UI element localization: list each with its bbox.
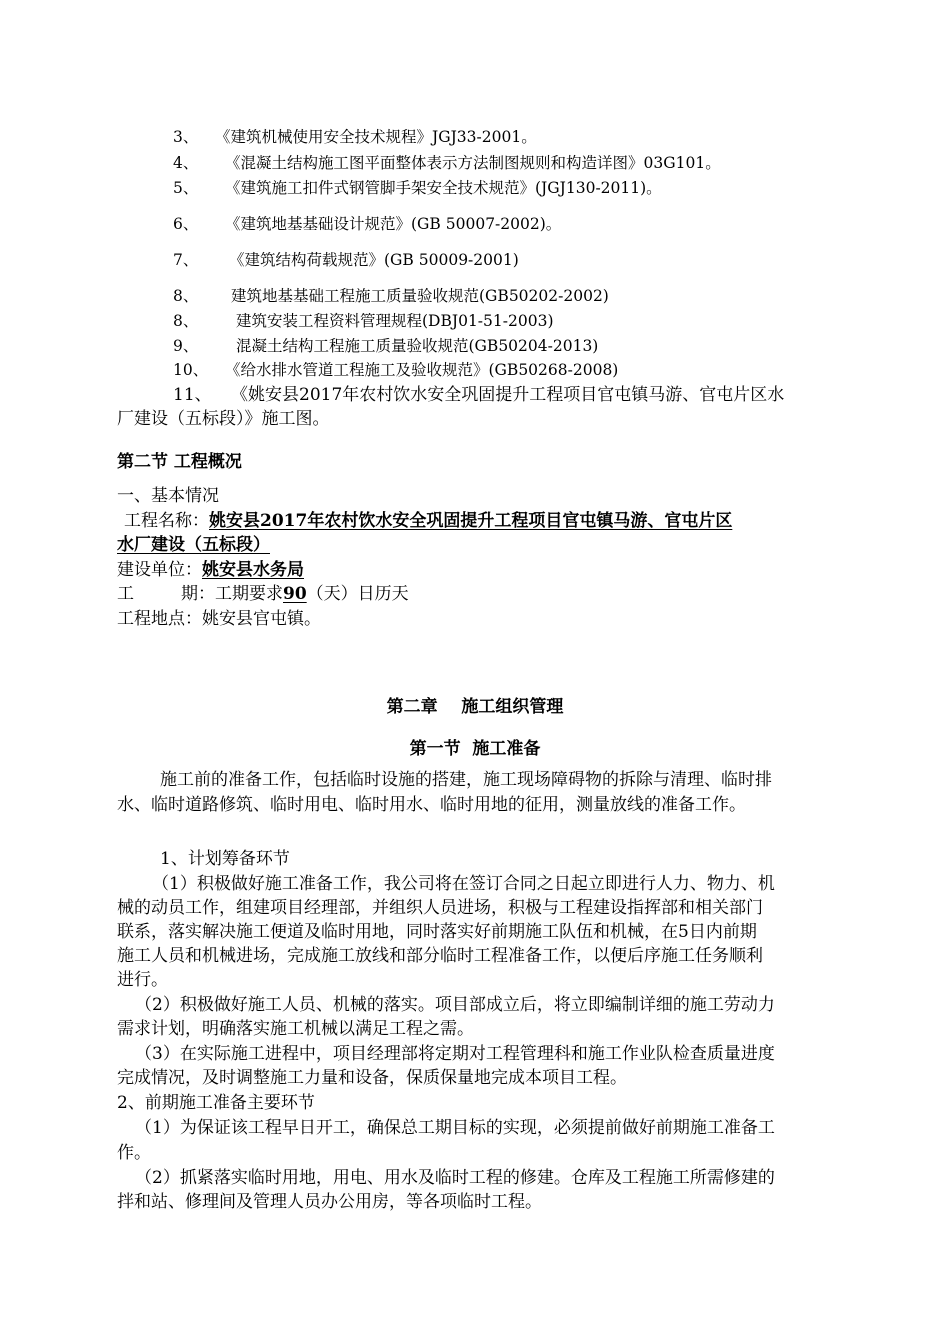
period-prefix: 工期要求 bbox=[215, 584, 283, 604]
intro-paragraph-line: 施工前的准备工作，包括临时设施的搭建，施工现场障碍物的拆除与清理、临时排 bbox=[160, 770, 772, 790]
reference-number: 3、 bbox=[173, 128, 199, 146]
reference-item bbox=[173, 311, 554, 331]
reference-text: 《建筑地基基础设计规范》(GB 50007-2002)。 bbox=[225, 215, 562, 233]
reference-text-continued: 厂建设（五标段）》施工图。 bbox=[117, 409, 330, 429]
paragraph-line: 联系，落实解决施工便道及临时用地，同时落实好前期施工队伍和机械，在5日内前期 bbox=[117, 922, 757, 942]
reference-number: 6、 bbox=[173, 215, 199, 233]
owner-row bbox=[117, 558, 304, 582]
paragraph-line: 进行。 bbox=[117, 970, 168, 990]
paragraph-line: 需求计划，明确落实施工机械以满足工程之需。 bbox=[117, 1019, 474, 1039]
project-name-row bbox=[124, 509, 732, 533]
reference-number: 10、 bbox=[173, 361, 209, 379]
reference-item bbox=[173, 286, 609, 306]
reference-text: 《建筑结构荷载规范》(GB 50009-2001) bbox=[229, 251, 519, 269]
paragraph-line: （2）积极做好施工人员、机械的落实。项目部成立后，将立即编制详细的施工劳动力 bbox=[135, 995, 775, 1015]
reference-item bbox=[173, 250, 519, 270]
period-suffix: （天）日历天 bbox=[306, 584, 409, 604]
reference-number: 8、 bbox=[173, 287, 199, 305]
paragraph-line: 械的动员工作，组建项目经理部，并组织人员进场，积极与工程建设指挥部和相关部门 bbox=[117, 898, 763, 918]
reference-text: 建筑安装工程资料管理规程(DBJ01-51-2003) bbox=[236, 312, 554, 330]
paragraph-line: 施工人员和机械进场，完成施工放线和部分临时工程准备工作，以便后序施工任务顺利 bbox=[117, 946, 763, 966]
paragraph-line: （2）抓紧落实临时用地，用电、用水及临时工程的修建。仓库及工程施工所需修建的 bbox=[135, 1168, 775, 1188]
location-row: 工程地点：姚安县官屯镇。 bbox=[117, 609, 321, 629]
chapter-title: 第二章 施工组织管理 bbox=[386, 697, 564, 717]
reference-item bbox=[173, 214, 561, 234]
reference-number: 8、 bbox=[173, 312, 199, 330]
period-label-first: 工 bbox=[117, 584, 134, 604]
reference-item bbox=[173, 153, 721, 173]
period-days: 90 bbox=[283, 584, 307, 604]
project-name-value: 姚安县2017年农村饮水安全巩固提升工程项目官屯镇马游、官屯片区 bbox=[209, 511, 733, 531]
reference-number: 11、 bbox=[173, 385, 212, 405]
reference-number: 5、 bbox=[173, 179, 199, 197]
project-name-label: 工程名称： bbox=[124, 511, 209, 531]
period-row bbox=[117, 582, 409, 606]
reference-number: 9、 bbox=[173, 337, 199, 355]
paragraph-line: （1）积极做好施工准备工作，我公司将在签订合同之日起立即进行人力、物力、机 bbox=[152, 874, 775, 894]
reference-text: 建筑地基基础工程施工质量验收规范(GB50202-2002) bbox=[231, 287, 609, 305]
reference-text: 《建筑机械使用安全技术规程》JGJ33-2001。 bbox=[215, 128, 537, 146]
reference-text: 混凝土结构工程施工质量验收规范(GB50204-2013) bbox=[236, 337, 599, 355]
reference-number: 7、 bbox=[173, 251, 199, 269]
paragraph-line: 完成情况，及时调整施工力量和设备，保质保量地完成本项目工程。 bbox=[117, 1068, 627, 1088]
section-heading: 第二节 工程概况 bbox=[117, 452, 242, 472]
reference-text: 《给水排水管道工程施工及验收规范》(GB50268-2008) bbox=[225, 361, 619, 379]
section-title: 第一节 施工准备 bbox=[409, 739, 541, 759]
reference-item bbox=[173, 383, 784, 407]
owner-value: 姚安县水务局 bbox=[202, 560, 304, 580]
item-heading: 1、计划筹备环节 bbox=[160, 849, 290, 869]
paragraph-line: （3）在实际施工进程中，项目经理部将定期对工程管理科和施工作业队检查质量进度 bbox=[135, 1044, 775, 1064]
paragraph-line: 作。 bbox=[117, 1143, 151, 1163]
reference-text: 《建筑施工扣件式钢管脚手架安全技术规范》(JGJ130-2011)。 bbox=[225, 179, 662, 197]
reference-item bbox=[173, 360, 618, 380]
item-heading: 2、前期施工准备主要环节 bbox=[117, 1093, 315, 1113]
reference-text: 《姚安县2017年农村饮水安全巩固提升工程项目官屯镇马游、官屯片区水 bbox=[231, 385, 785, 405]
paragraph-line: 拌和站、修理间及管理人员办公用房，等各项临时工程。 bbox=[117, 1192, 542, 1212]
reference-item bbox=[173, 127, 537, 147]
reference-item bbox=[173, 178, 662, 198]
paragraph-line: （1）为保证该工程早日开工，确保总工期目标的实现，必须提前做好前期施工准备工 bbox=[135, 1118, 775, 1138]
intro-paragraph-line: 水、临时道路修筑、临时用电、临时用水、临时用地的征用，测量放线的准备工作。 bbox=[117, 795, 746, 815]
period-label-second: 期： bbox=[181, 584, 215, 604]
reference-text: 《混凝土结构施工图平面整体表示方法制图规则和构造详图》03G101。 bbox=[225, 154, 721, 172]
subsection-heading: 一、基本情况 bbox=[117, 486, 219, 506]
project-name-value-continued: 水厂建设（五标段） bbox=[117, 535, 270, 555]
owner-label: 建设单位： bbox=[117, 560, 202, 580]
reference-item bbox=[173, 336, 598, 356]
reference-number: 4、 bbox=[173, 154, 199, 172]
